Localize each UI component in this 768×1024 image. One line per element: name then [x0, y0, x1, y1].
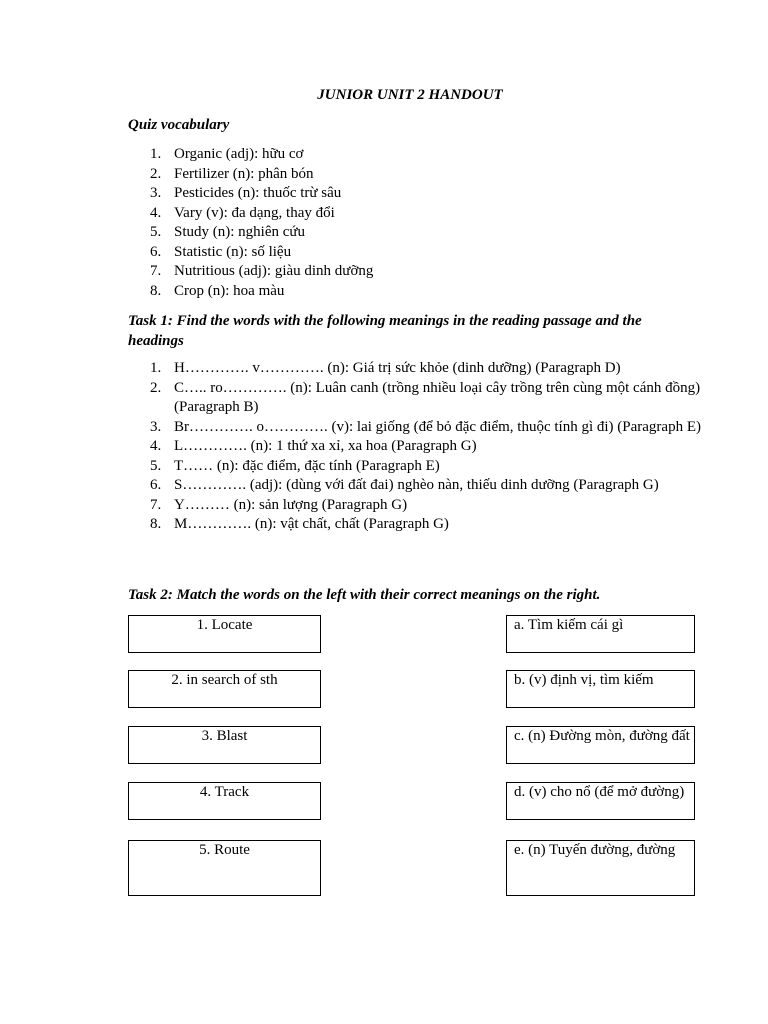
match-left-box: 2. in search of sth: [128, 670, 321, 708]
list-item: [128, 359, 703, 379]
task2-heading: Task 2: Match the words on the left with their correct meanings on the right.: [128, 587, 601, 603]
item-number: 1.: [150, 146, 162, 162]
match-right-box: e. (n) Tuyến đường, đường: [506, 840, 695, 896]
list-item: [128, 223, 688, 243]
list-item: [128, 437, 703, 457]
item-text: L…………. (n): 1 thứ xa xỉ, xa hoa (Paragraph G): [174, 438, 477, 454]
item-number: 3.: [150, 185, 162, 201]
item-text: S…………. (adj): (dùng với đất đai) nghèo nàn, thiếu dinh dưỡng (Paragraph G): [174, 477, 659, 493]
item-number: 5.: [150, 224, 162, 240]
item-text: Study (n): nghiên cứu: [174, 224, 306, 240]
item-number: 6.: [150, 243, 162, 260]
list-item: [128, 184, 688, 204]
page-title: JUNIOR UNIT 2 HANDOUT: [317, 87, 503, 103]
list-item: [128, 457, 703, 477]
item-text: T…… (n): đặc điểm, đặc tính (Paragraph E): [174, 457, 440, 474]
item-number: 7.: [150, 263, 162, 279]
item-number: 8.: [150, 516, 162, 532]
list-item: [128, 379, 703, 418]
item-text: C….. ro…………. (n): Luân canh (trồng nhiều loại cây trồng trên cùng một cánh đồng) (Paragraph B): [174, 379, 701, 415]
item-text: Pesticides (n): thuốc trừ sâu: [174, 185, 342, 201]
item-number: 8.: [150, 282, 162, 299]
list-item: [128, 165, 688, 185]
match-right-box: d. (v) cho nổ (để mở đường): [506, 782, 695, 820]
list-item: [128, 515, 703, 535]
match-right-box: c. (n) Đường mòn, đường đất: [506, 726, 695, 764]
task1-heading: Task 1: Find the words with the following meanings in the reading passage and the headings: [128, 313, 642, 349]
item-number: 6.: [150, 477, 162, 493]
list-item: [128, 204, 688, 224]
quiz-vocabulary-list: [128, 145, 688, 301]
item-number: 2.: [150, 379, 162, 396]
item-number: 7.: [150, 496, 162, 513]
list-item: [128, 282, 688, 302]
item-text: Organic (adj): hữu cơ: [174, 146, 304, 162]
item-text: Br…………. o…………. (v): lai giống (để bỏ đặc điểm, thuộc tính gì đi) (Paragraph E): [174, 418, 701, 435]
list-item: [128, 243, 688, 263]
item-number: 5.: [150, 457, 162, 474]
item-text: M…………. (n): vật chất, chất (Paragraph G): [174, 516, 449, 532]
task1-list: [128, 359, 703, 535]
match-right-box: b. (v) định vị, tìm kiếm: [506, 670, 695, 708]
item-number: 4.: [150, 204, 162, 221]
match-left-box: 5. Route: [128, 840, 321, 896]
list-item: [128, 145, 688, 165]
match-left-box: 4. Track: [128, 782, 321, 820]
match-right-box: a. Tìm kiếm cái gì: [506, 615, 695, 653]
match-left-box: 3. Blast: [128, 726, 321, 764]
list-item: [128, 418, 703, 438]
match-left-box: 1. Locate: [128, 615, 321, 653]
list-item: [128, 262, 688, 282]
item-number: 2.: [150, 165, 162, 182]
item-text: Nutritious (adj): giàu dinh dưỡng: [174, 263, 374, 279]
item-number: 3.: [150, 418, 162, 435]
item-number: 4.: [150, 438, 162, 454]
item-text: Vary (v): đa dạng, thay đổi: [174, 204, 335, 221]
item-text: H…………. v…………. (n): Giá trị sức khỏe (dinh dưỡng) (Paragraph D): [174, 360, 621, 376]
quiz-heading: Quiz vocabulary: [128, 117, 230, 133]
item-text: Y……… (n): sản lượng (Paragraph G): [174, 496, 408, 513]
item-text: Fertilizer (n): phân bón: [174, 165, 314, 182]
list-item: [128, 476, 703, 496]
item-text: Statistic (n): số liệu: [174, 243, 292, 260]
item-number: 1.: [150, 360, 162, 376]
list-item: [128, 496, 703, 516]
item-text: Crop (n): hoa màu: [174, 282, 285, 299]
